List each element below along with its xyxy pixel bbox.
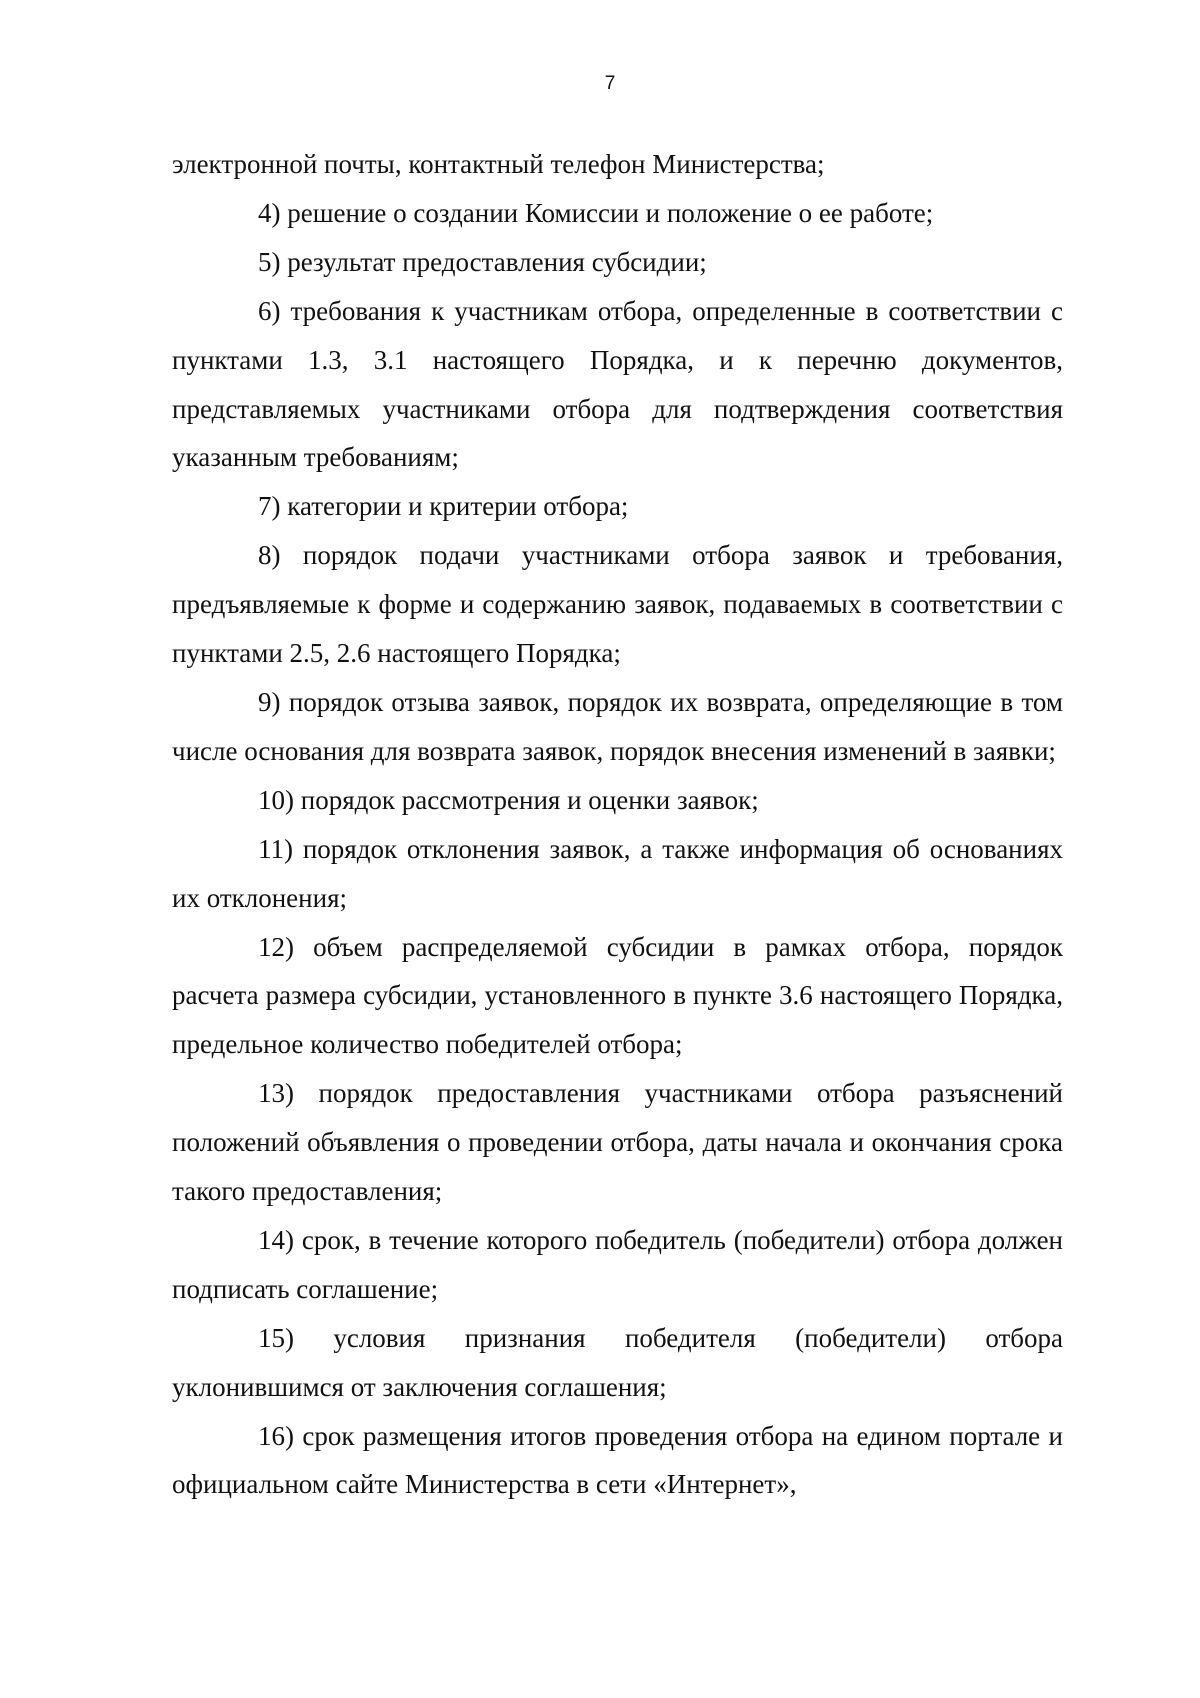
list-item-16: 16) срок размещения итогов проведения отбора на едином портале и официальном сайте Министерства в сети «Интернет»,	[172, 1420, 1063, 1500]
page-number: 7	[604, 73, 616, 94]
list-item-12: 12) объем распределяемой субсидии в рамках отбора, порядок расчета размера субсидии, установленного в пункте 3.6 настоящего Порядка, предельное количество победителей отбора;	[172, 931, 1063, 1060]
list-item-14: 14) срок, в течение которого победитель (победители) отбора должен подписать соглашение;	[172, 1224, 1063, 1304]
list-item-13: 13) порядок предоставления участниками отбора разъяснений положений объявления о проведении отбора, даты начала и окончания срока такого предоставления;	[172, 1078, 1063, 1207]
list-item-8: 8) порядок подачи участниками отбора заявок и требования, предъявляемые к форме и содержанию заявок, подаваемых в соответствии с пунктами 2.5, 2.6 настоящего Порядка;	[172, 540, 1063, 669]
list-item-9: 9) порядок отзыва заявок, порядок их возврата, определяющие в том числе основания для возврата заявок, порядок внесения изменений в заявки;	[172, 686, 1063, 766]
list-item-4: 4) решение о создании Комиссии и положение о ее работе;	[258, 197, 934, 228]
list-item-5: 5) результат предоставления субсидии;	[258, 246, 707, 277]
paragraph-continuation: электронной почты, контактный телефон Министерства;	[172, 149, 825, 179]
document-body	[172, 140, 1063, 1509]
list-item-10: 10) порядок рассмотрения и оценки заявок;	[258, 784, 759, 815]
list-item-7: 7) категории и критерии отбора;	[258, 491, 629, 522]
list-item-6: 6) требования к участникам отбора, определенные в соответствии с пунктами 1.3, 3.1 настоящего Порядка, и к перечню документов, представляемых участниками отбора для подтверждения соответствия указанным требованиям;	[172, 295, 1063, 473]
list-item-11: 11) порядок отклонения заявок, а также информация об основаниях их отклонения;	[172, 833, 1063, 913]
list-item-15: 15) условия признания победителя (победители) отбора уклонившимся от заключения соглашения;	[172, 1322, 1063, 1402]
